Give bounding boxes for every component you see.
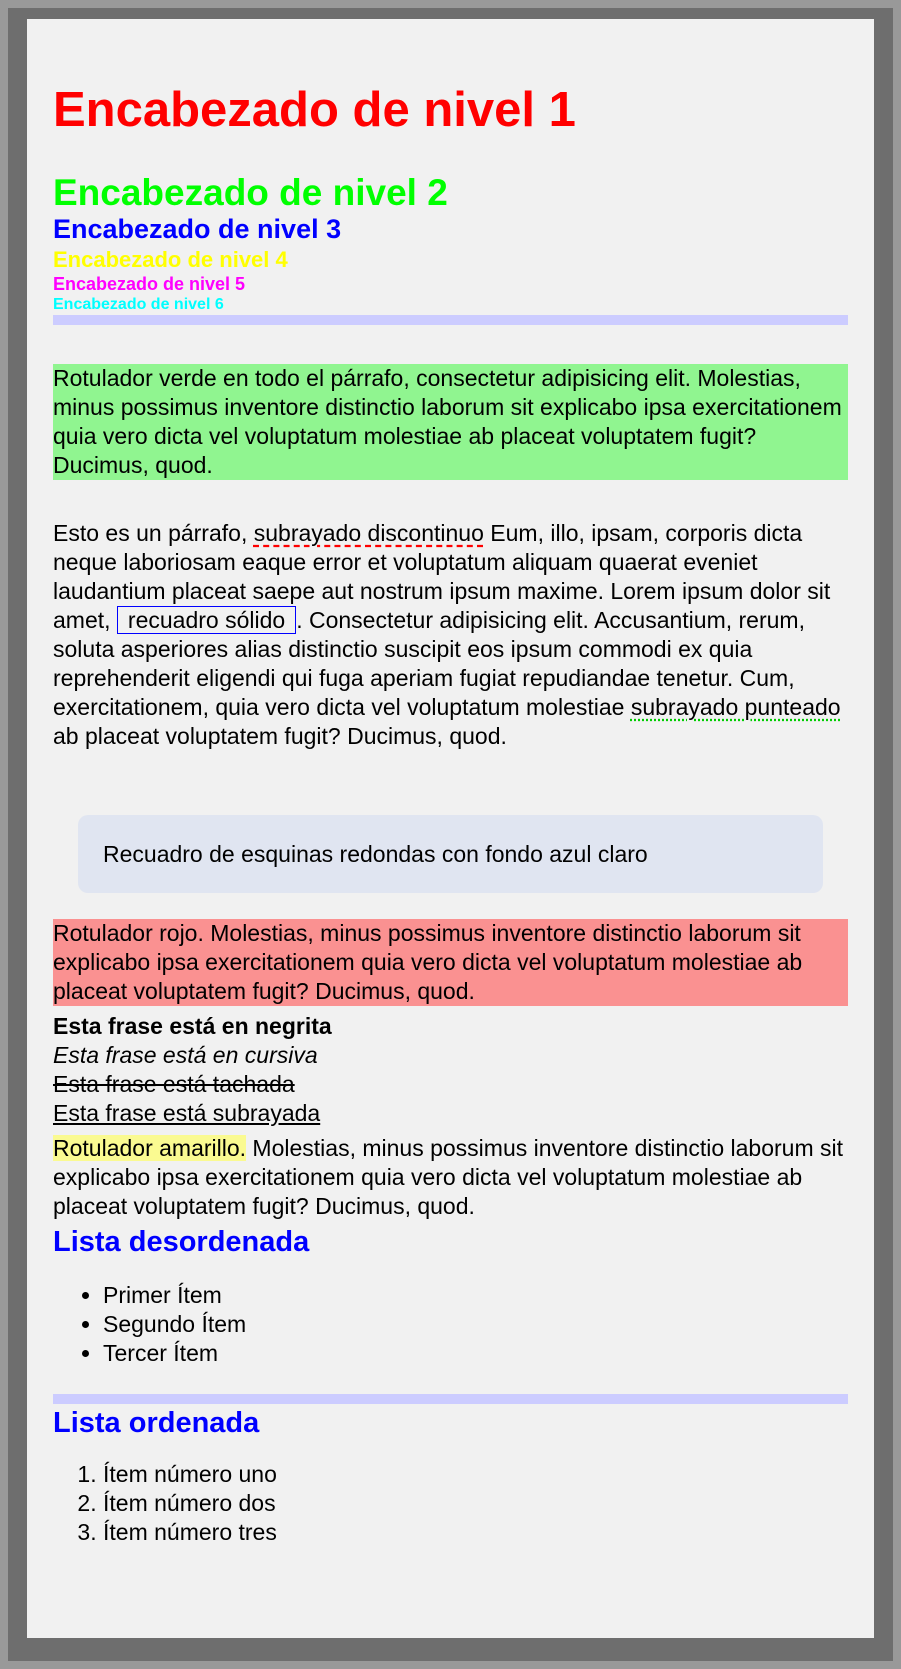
paragraph-text: Esto es un párrafo,: [53, 520, 254, 546]
paragraph-text: ab placeat voluptatem fugit? Ducimus, quod.: [53, 723, 507, 749]
unordered-list-title: Lista desordenada: [53, 1226, 310, 1258]
list-item: • Primer Ítem: [103, 1281, 848, 1310]
paragraph-text: Eum, illo, ipsam, corporis dicta neque laboriosam eaque error et voluptatum aliquam quaerat eveniet laudantium placeat saepe aut nostrum ipsum maxime. Lorem ipsum dolor sit amet,: [53, 520, 831, 633]
list-item: • Tercer Ítem: [103, 1339, 848, 1368]
list-item: 2. Ítem número dos: [103, 1489, 848, 1518]
rounded-box: Recuadro de esquinas redondas con fondo azul claro: [78, 815, 823, 893]
styled-paragraph: [53, 519, 848, 751]
horizontal-rule: [53, 315, 848, 325]
solid-box-text: recuadro sólido: [117, 606, 296, 634]
yellow-highlight-paragraph: [53, 1134, 848, 1221]
list-item: 3. Ítem número tres: [103, 1518, 848, 1547]
list-item: • Segundo Ítem: [103, 1310, 848, 1339]
heading-level-6: Encabezado de nivel 6: [53, 296, 224, 313]
ordered-list-title: Lista ordenada: [53, 1407, 260, 1439]
heading-level-1: Encabezado de nivel 1: [53, 83, 576, 137]
heading-level-3: Encabezado de nivel 3: [53, 214, 342, 244]
dashed-underline-text: subrayado discontinuo: [253, 520, 484, 546]
horizontal-rule: [53, 1394, 848, 1404]
document-page: [27, 19, 874, 1638]
green-highlight-paragraph: Rotulador verde en todo el párrafo, consectetur adipisicing elit. Molestias, minus possimus inventore distinctio laborum sit explicabo ipsa exercitationem quia vero dicta vel voluptatum molestiae ab placeat voluptatem fugit? Ducimus, quod.: [53, 364, 848, 480]
strikethrough-sentence: Esta frase está tachada: [53, 1071, 295, 1097]
unordered-list: [103, 1281, 848, 1368]
paragraph-text: . Consectetur adipisicing elit. Accusantium, rerum, soluta asperiores alias distinctio suscipit eos ipsum commodi ex quia reprehenderit eligendi qui fuga aperiam fugiat repudiandae tenetur. Cum, exercitationem, quia vero dicta vel voluptatum molestiae: [53, 607, 805, 720]
list-item: 1. Ítem número uno: [103, 1460, 848, 1489]
italic-sentence: Esta frase está en cursiva: [53, 1042, 318, 1068]
ordered-list: [103, 1460, 848, 1547]
dotted-underline-text: subrayado punteado: [630, 694, 841, 720]
heading-level-5: Encabezado de nivel 5: [53, 274, 246, 294]
red-highlight-paragraph: Rotulador rojo. Molestias, minus possimus inventore distinctio laborum sit explicabo ipsa exercitationem quia vero dicta vel voluptatum molestiae ab placeat voluptatem fugit? Ducimus, quod.: [53, 919, 848, 1006]
paragraph-text: Molestias, minus possimus inventore distinctio laborum sit explicabo ipsa exercitationem quia vero dicta vel voluptatum molestiae ab placeat voluptatem fugit? Ducimus, quod.: [53, 1135, 843, 1219]
document-frame: [8, 8, 893, 1661]
underlined-sentence: Esta frase está subrayada: [53, 1100, 321, 1126]
yellow-highlight-text: Rotulador amarillo.: [53, 1135, 247, 1161]
bold-sentence: Esta frase está en negrita: [53, 1013, 332, 1039]
heading-level-2: Encabezado de nivel 2: [53, 172, 448, 213]
heading-level-4: Encabezado de nivel 4: [53, 247, 288, 272]
